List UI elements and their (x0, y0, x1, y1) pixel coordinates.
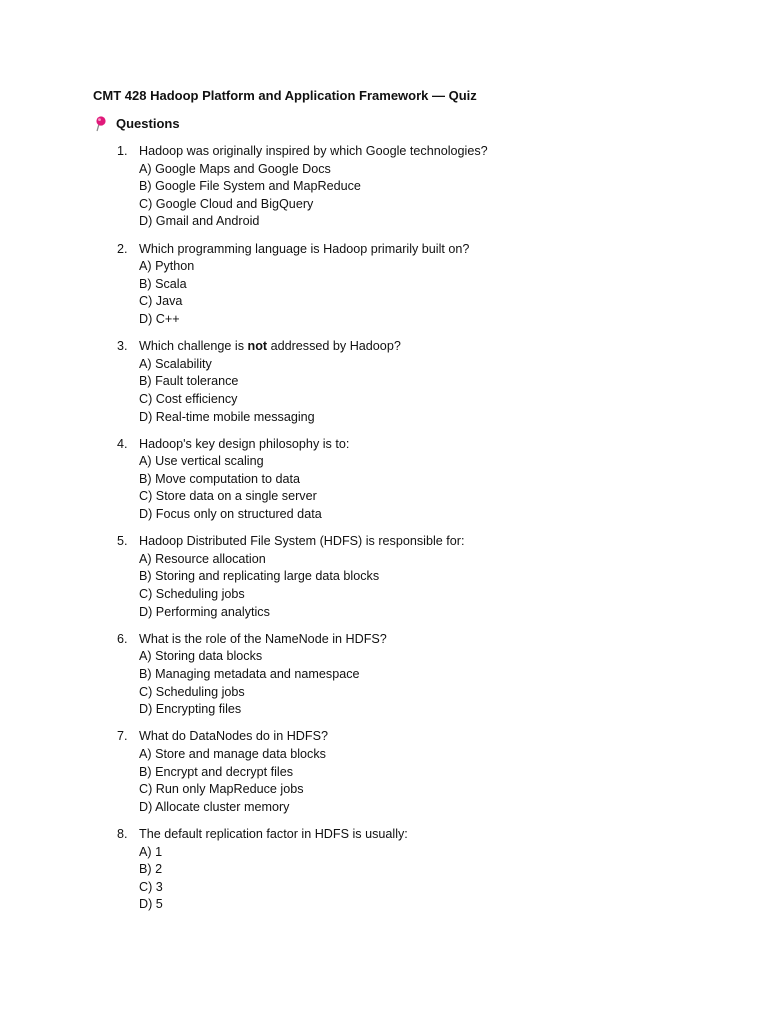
answer-option: D) 5 (139, 897, 163, 912)
answer-option: D) Real-time mobile messaging (139, 409, 315, 424)
answer-option: D) Gmail and Android (139, 214, 260, 229)
answer-option: C) Java (139, 294, 183, 309)
question-list (0, 143, 768, 924)
answer-option: C) Cost efficiency (139, 391, 238, 406)
question-number: 3. (117, 339, 128, 354)
answer-option: B) Storing and replicating large data blocks (139, 569, 380, 584)
section-heading-label: Questions (116, 116, 180, 131)
answer-option: A) Storing data blocks (139, 649, 263, 664)
question-number: 4. (117, 436, 128, 451)
question-item (0, 436, 768, 524)
answer-option: A) Use vertical scaling (139, 454, 264, 469)
answer-option: A) Store and manage data blocks (139, 746, 326, 761)
answer-option: C) 3 (139, 879, 163, 894)
question-number: 8. (117, 826, 128, 841)
question-text (0, 533, 768, 551)
question-item (0, 826, 768, 914)
question-text (0, 338, 768, 356)
answer-option: D) Encrypting files (139, 702, 242, 717)
question-text (0, 143, 768, 161)
question-text-main: What do DataNodes do in HDFS? (139, 729, 328, 744)
question-item (0, 338, 768, 426)
question-item (0, 533, 768, 621)
question-text-main: Hadoop's key design philosophy is to: (139, 436, 350, 451)
answer-option: B) Managing metadata and namespace (139, 667, 360, 681)
question-text (0, 728, 768, 746)
answer-option: B) Google File System and MapReduce (139, 179, 361, 194)
answer-option: D) Allocate cluster memory (139, 799, 290, 814)
answer-option: B) Encrypt and decrypt files (139, 764, 293, 779)
answer-option: C) Google Cloud and BigQuery (139, 196, 314, 211)
answer-option: C) Run only MapReduce jobs (139, 782, 304, 797)
question-item (0, 241, 768, 329)
answer-option: A) Scalability (139, 356, 212, 371)
question-number: 7. (117, 729, 128, 744)
answer-option: A) 1 (139, 844, 163, 859)
answer-option: C) Store data on a single server (139, 489, 317, 504)
question-item (0, 728, 768, 816)
question-text (0, 631, 768, 649)
answer-option: A) Resource allocation (139, 551, 266, 566)
answer-option: A) Python (139, 259, 195, 274)
section-heading (95, 115, 180, 133)
question-item (0, 631, 768, 719)
question-text (0, 826, 768, 844)
question-text-tail: addressed by Hadoop? (267, 339, 401, 354)
answer-option: B) Fault tolerance (139, 374, 239, 389)
question-text-main: Which challenge is (139, 339, 248, 354)
answer-option: D) C++ (139, 311, 180, 326)
answer-option: C) Scheduling jobs (139, 587, 245, 602)
answer-option: A) Google Maps and Google Docs (139, 161, 331, 176)
question-number: 2. (117, 241, 128, 256)
answer-option: C) Scheduling jobs (139, 684, 245, 699)
answer-option: D) Focus only on structured data (139, 507, 322, 522)
question-text-main: Which programming language is Hadoop primarily built on? (139, 241, 470, 256)
question-text (0, 436, 768, 454)
question-text-emphasis: not (247, 339, 268, 354)
document-title: CMT 428 Hadoop Platform and Application Framework — Quiz (93, 88, 477, 103)
pushpin-icon (95, 115, 107, 133)
question-text-main: Hadoop Distributed File System (HDFS) is responsible for: (139, 534, 465, 549)
answer-option: D) Performing analytics (139, 604, 270, 619)
question-number: 6. (117, 631, 128, 646)
pushpin-icon-graphic (95, 115, 107, 133)
question-item (0, 143, 768, 231)
question-text (0, 241, 768, 259)
question-number: 5. (117, 534, 128, 549)
answer-option: B) Scala (139, 276, 187, 291)
question-number: 1. (117, 144, 128, 158)
answer-option: B) 2 (139, 862, 163, 877)
question-text-main: The default replication factor in HDFS is usually: (139, 826, 408, 841)
question-text-main: Hadoop was originally inspired by which Google technologies? (139, 144, 488, 158)
question-text-main: What is the role of the NameNode in HDFS? (139, 631, 387, 646)
answer-option: B) Move computation to data (139, 471, 301, 486)
